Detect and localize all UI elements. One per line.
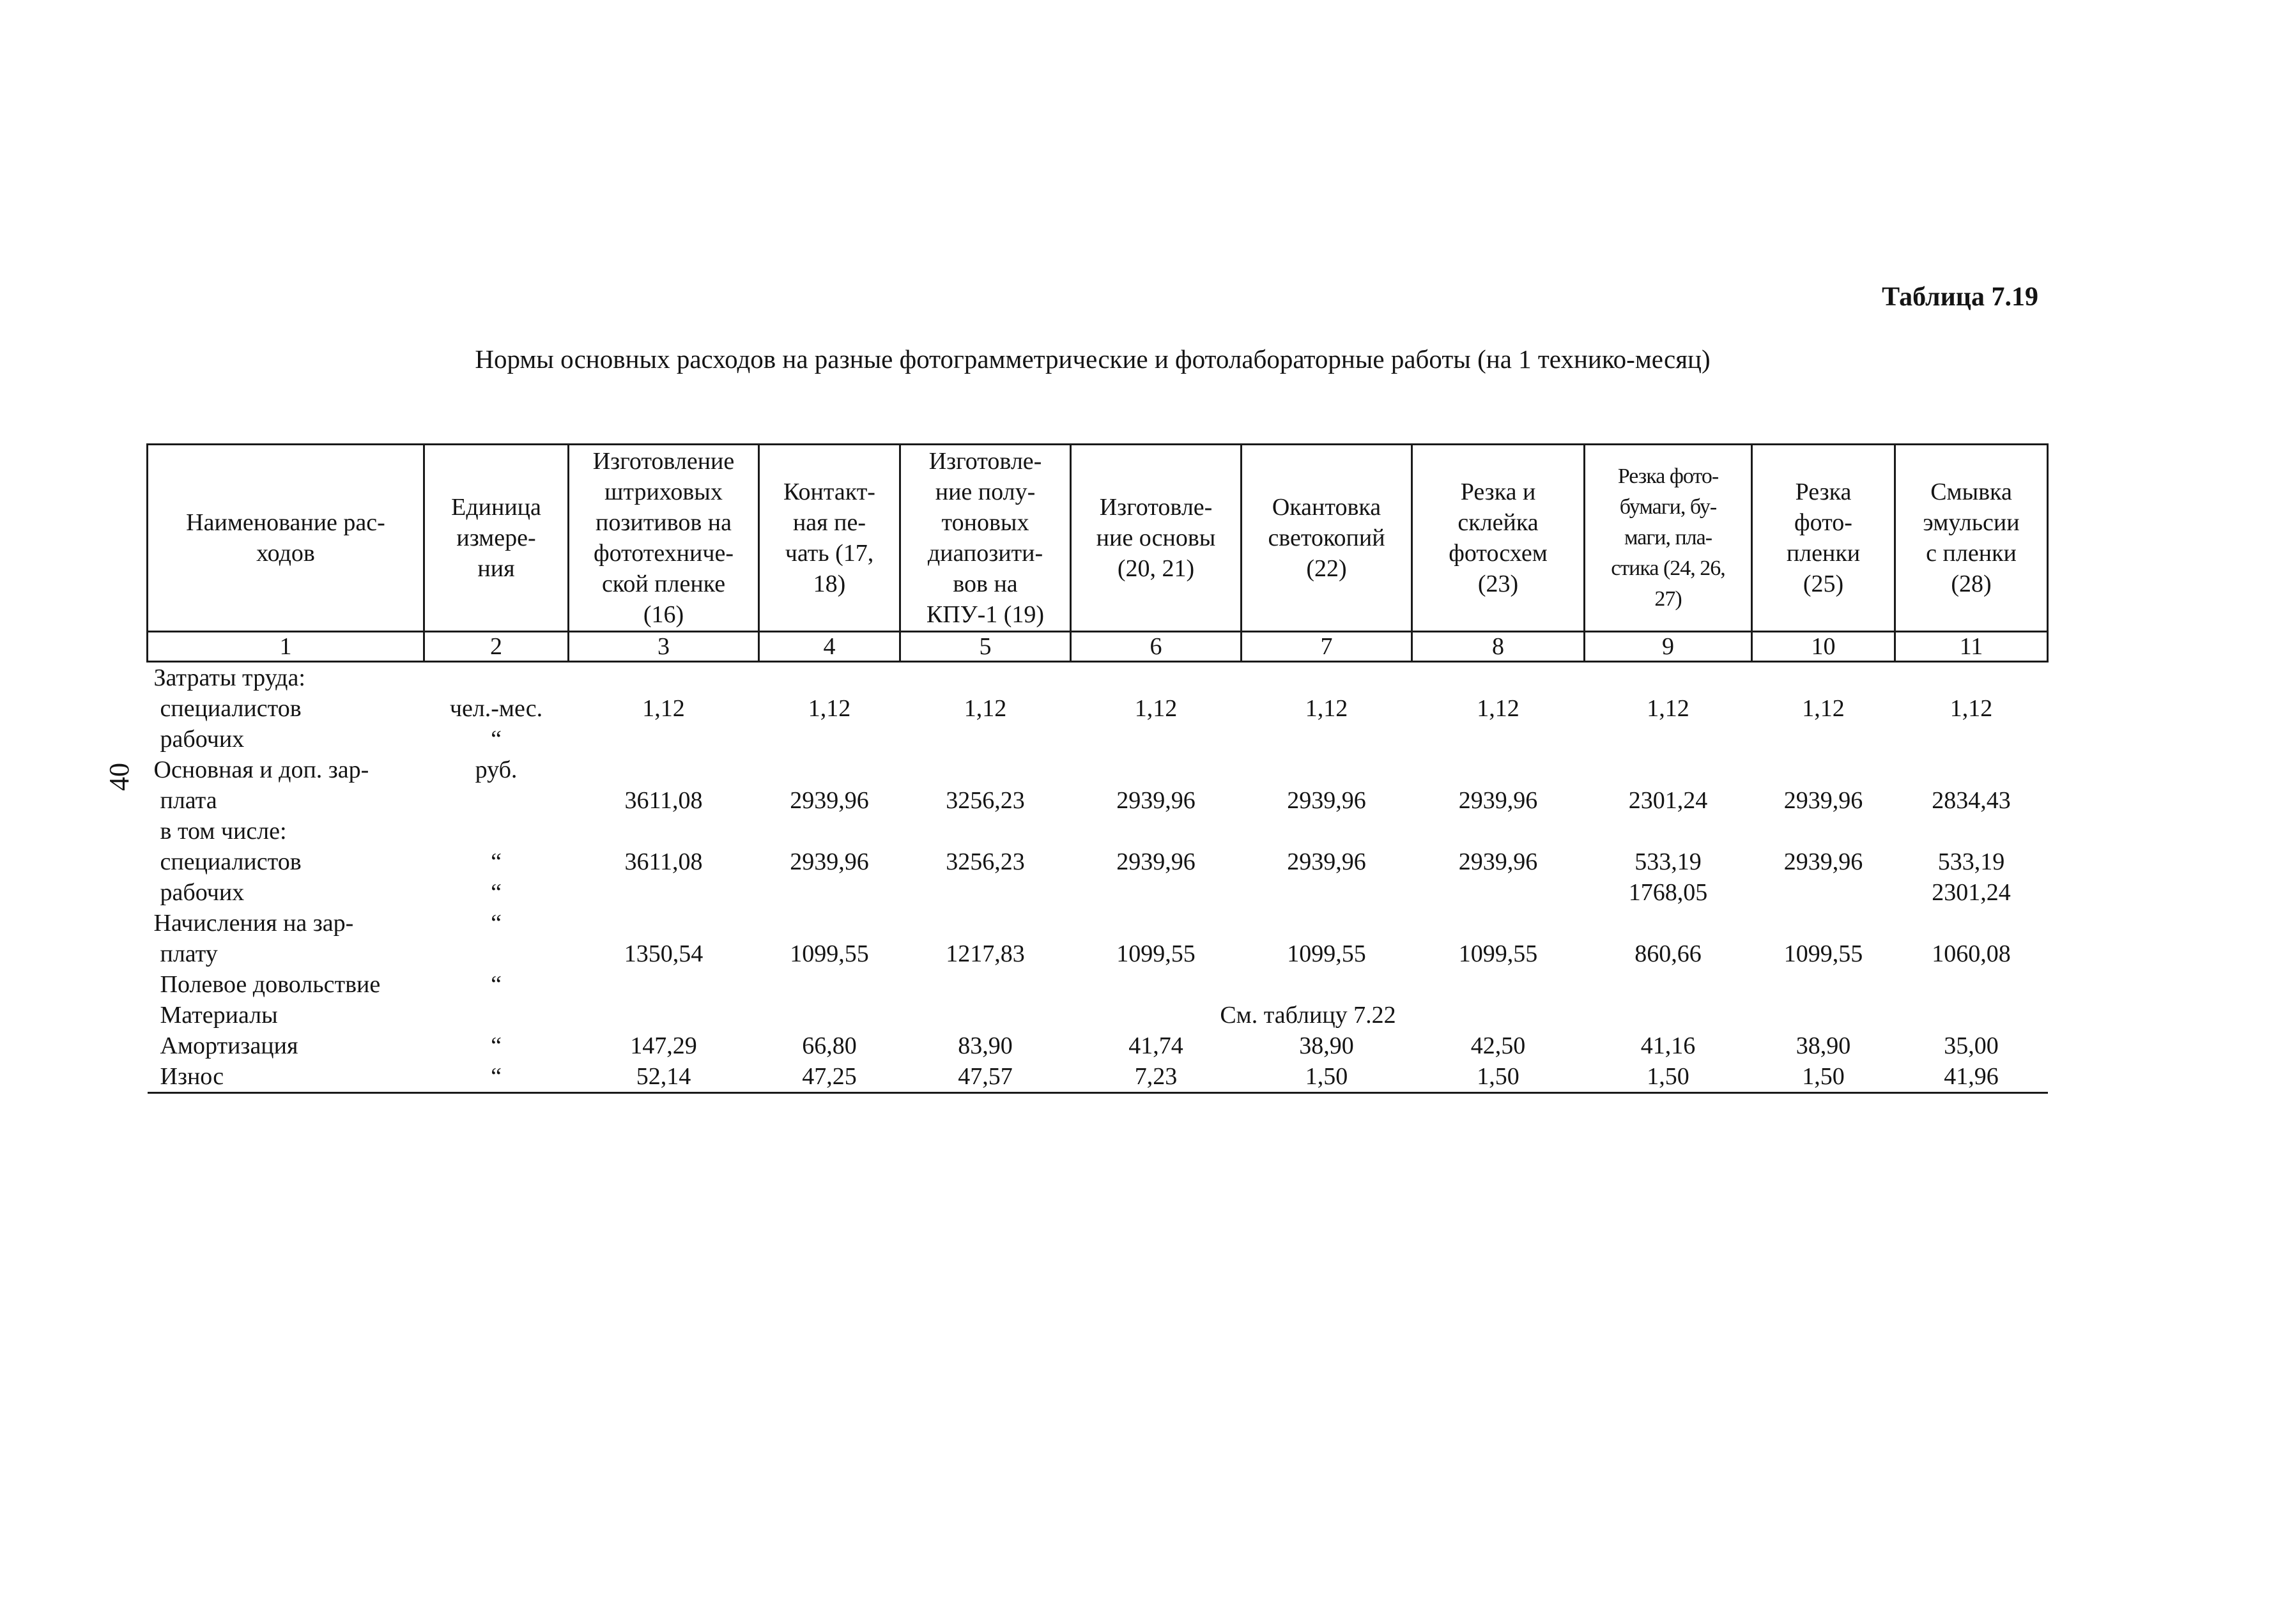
- cell-value: 860,66: [1634, 940, 1702, 967]
- cell-value: 2939,96: [1783, 848, 1863, 875]
- table-row: [148, 816, 2048, 846]
- row-label: в том числе:: [160, 818, 287, 845]
- row-unit: “: [424, 1061, 569, 1093]
- header-line: Изготовле-: [928, 448, 1042, 475]
- cell-value: 2301,24: [1628, 787, 1708, 814]
- header-line: эмульсии: [1923, 509, 2020, 536]
- table-row: [148, 724, 2048, 755]
- cell-value: [1895, 662, 2048, 694]
- cell-value: [1242, 969, 1412, 1000]
- column-number: 4: [759, 632, 900, 662]
- header-line: Контакт-: [783, 479, 875, 505]
- cell-value: [1242, 816, 1412, 846]
- row-label: Амортизация: [160, 1032, 298, 1059]
- cell-value: 1,12: [642, 695, 685, 722]
- cell-value: [1412, 877, 1585, 908]
- table-row: [148, 1061, 2048, 1093]
- cell-value: 1099,55: [1458, 940, 1538, 967]
- table-row: [148, 877, 2048, 908]
- row-unit: “: [491, 879, 502, 906]
- header-line: Изготовле-: [1099, 494, 1213, 521]
- header-line: Резка фото-: [1617, 464, 1719, 488]
- cell-value: [759, 662, 900, 694]
- cell-value: 3256,23: [946, 787, 1025, 814]
- cell-value: 35,00: [1944, 1032, 1999, 1059]
- header-line: (22): [1306, 555, 1347, 582]
- cell-value: 2939,96: [1458, 848, 1538, 875]
- row-label: Затраты труда:: [153, 664, 305, 691]
- cell-value: [1752, 755, 1895, 785]
- cell-value: [1071, 816, 1242, 846]
- row-label: рабочих: [160, 879, 245, 906]
- header-line: фото-: [1794, 509, 1852, 536]
- cell-value: [1585, 908, 1752, 938]
- cell-value: [1412, 755, 1585, 785]
- header-line: светокопий: [1268, 525, 1385, 551]
- row-label: плата: [160, 787, 217, 814]
- row-label: специалистов: [160, 695, 302, 722]
- cell-value: [1895, 724, 2048, 755]
- cell-value: 7,23: [1071, 1061, 1242, 1093]
- cell-value: 2834,43: [1932, 787, 2011, 814]
- header-line: измере-: [456, 525, 536, 551]
- header-line: чать (17,: [785, 540, 874, 567]
- cell-value: [759, 755, 900, 785]
- table-row: [148, 846, 2048, 877]
- cell-value: 533,19: [1634, 848, 1702, 875]
- cell-value: 1099,55: [1116, 940, 1196, 967]
- cell-value: 2939,96: [1116, 787, 1196, 814]
- cell-value: [1242, 724, 1412, 755]
- column-number: 1: [148, 632, 424, 662]
- cell-value: 2939,96: [1287, 848, 1366, 875]
- cell-value: 83,90: [958, 1032, 1013, 1059]
- cell-value: [1895, 755, 2048, 785]
- cell-value: 2939,96: [790, 787, 869, 814]
- cell-value: 147,29: [630, 1032, 697, 1059]
- col-header-photoscheme-cutting: [1412, 445, 1585, 632]
- row-label: Начисления на зар-: [153, 910, 354, 937]
- row-label: Основная и доп. зар-: [153, 756, 369, 783]
- header-line: Окантовка: [1272, 494, 1381, 521]
- col-header-contact-print: [759, 445, 900, 632]
- cell-value: [759, 908, 900, 938]
- header-line: фотосхем: [1449, 540, 1548, 567]
- cell-value: [1585, 662, 1752, 694]
- col-header-name: [148, 445, 424, 632]
- cell-value: 47,57: [900, 1061, 1071, 1093]
- header-line: Смывка: [1930, 479, 2012, 505]
- cell-value: 1,12: [1950, 695, 1993, 722]
- col-header-film-cutting: [1752, 445, 1895, 632]
- col-header-base-making: [1071, 445, 1242, 632]
- column-number: 8: [1412, 632, 1585, 662]
- cell-value: [759, 969, 900, 1000]
- cell-value: [759, 816, 900, 846]
- cell-value: [1242, 908, 1412, 938]
- cell-value: [1412, 816, 1585, 846]
- cell-value: 1,50: [1412, 1061, 1585, 1093]
- col-header-unit: [424, 445, 569, 632]
- table-row: [148, 908, 2048, 938]
- table-label: Таблица 7.19: [1882, 282, 2038, 312]
- cell-value: [1752, 662, 1895, 694]
- cell-value: [1071, 662, 1242, 694]
- header-line: тоновых: [941, 509, 1029, 536]
- cell-value: [1585, 755, 1752, 785]
- row-unit: “: [491, 848, 502, 875]
- header-line: (23): [1477, 571, 1519, 597]
- cell-value: [900, 662, 1071, 694]
- cell-value: [569, 969, 759, 1000]
- cell-value: [1242, 662, 1412, 694]
- cell-value: 1768,05: [1628, 879, 1708, 906]
- table-row: [148, 693, 2048, 724]
- cell-value: 1350,54: [624, 940, 704, 967]
- cell-value: 1099,55: [1783, 940, 1863, 967]
- column-number: 2: [424, 632, 569, 662]
- header-line: позитивов на: [596, 509, 732, 536]
- row-label: Полевое довольствие: [160, 971, 381, 998]
- row-unit: [424, 1000, 569, 1030]
- cell-value: [900, 724, 1071, 755]
- column-number: 7: [1242, 632, 1412, 662]
- row-label: Износ: [148, 1061, 424, 1093]
- header-line: (20, 21): [1117, 555, 1195, 582]
- table-caption: Нормы основных расходов на разные фотограмметрические и фотолабораторные работы (на 1 технико-месяц): [475, 344, 1711, 374]
- cell-value: [1412, 724, 1585, 755]
- cell-value: 52,14: [569, 1061, 759, 1093]
- header-line: (25): [1803, 571, 1844, 597]
- cell-value: 2939,96: [790, 848, 869, 875]
- cell-value: 1,50: [1585, 1061, 1752, 1093]
- cell-value: 1217,83: [946, 940, 1025, 967]
- norms-table-body: [148, 662, 2048, 1093]
- row-label: рабочих: [160, 726, 245, 753]
- row-span-note: См. таблицу 7.22: [1220, 1002, 1396, 1029]
- column-number: 6: [1071, 632, 1242, 662]
- cell-value: 41,96: [1895, 1061, 2048, 1093]
- cell-value: 66,80: [802, 1032, 857, 1059]
- cell-value: 1,12: [1477, 695, 1519, 722]
- header-line: пленки: [1786, 540, 1861, 567]
- header-line: Изготовление: [592, 448, 735, 475]
- table-row: [148, 938, 2048, 969]
- table-row: [148, 755, 2048, 785]
- row-unit: [424, 816, 569, 846]
- row-unit: чел.-мес.: [449, 695, 543, 722]
- column-number: 9: [1585, 632, 1752, 662]
- cell-value: [1752, 969, 1895, 1000]
- header-line: фототехниче-: [593, 540, 734, 567]
- cell-value: 3611,08: [624, 787, 703, 814]
- cell-value: [1752, 724, 1895, 755]
- cell-value: [1585, 816, 1752, 846]
- header-line: Резка: [1795, 479, 1852, 505]
- cell-value: 1099,55: [1287, 940, 1366, 967]
- row-unit: “: [491, 910, 502, 937]
- cell-value: 1,12: [1647, 695, 1689, 722]
- header-line: (16): [643, 601, 684, 628]
- cell-value: [900, 755, 1071, 785]
- header-line: Наименование рас-: [186, 509, 385, 536]
- header-line: бумаги, бу-: [1619, 495, 1717, 519]
- cell-value: [569, 755, 759, 785]
- cell-value: 41,16: [1640, 1032, 1696, 1059]
- row-unit: руб.: [475, 756, 518, 783]
- header-line: ние полу-: [935, 479, 1036, 505]
- column-number: 10: [1752, 632, 1895, 662]
- cell-value: [1071, 755, 1242, 785]
- col-header-paper-cutting: [1585, 445, 1752, 632]
- cell-value: 1060,08: [1932, 940, 2011, 967]
- header-row: [148, 445, 2048, 632]
- cell-value: [1585, 724, 1752, 755]
- header-line: Резка и: [1460, 479, 1536, 505]
- table-row: [148, 1000, 2048, 1030]
- cell-value: [1071, 969, 1242, 1000]
- cell-value: [569, 877, 759, 908]
- header-line: ходов: [256, 540, 315, 567]
- row-label: Материалы: [160, 1002, 278, 1029]
- row-unit: [424, 785, 569, 816]
- cell-value: [1412, 662, 1585, 694]
- cell-value: [1412, 969, 1585, 1000]
- header-line: 18): [813, 571, 846, 597]
- column-number-row: [148, 632, 2048, 662]
- cell-value: [569, 816, 759, 846]
- col-header-halftone-slides: [900, 445, 1071, 632]
- cell-value: 1,12: [1305, 695, 1348, 722]
- cell-value: 3611,08: [624, 848, 703, 875]
- header-line: КПУ-1 (19): [926, 601, 1045, 628]
- row-label: специалистов: [160, 848, 302, 875]
- row-unit: “: [491, 726, 502, 753]
- row-unit: [424, 662, 569, 694]
- cell-value: 1,12: [808, 695, 851, 722]
- header-line: 27): [1654, 587, 1682, 611]
- header-line: ние основы: [1096, 525, 1216, 551]
- cell-value: [1752, 908, 1895, 938]
- header-line: (28): [1951, 571, 1992, 597]
- cell-value: 2939,96: [1116, 848, 1196, 875]
- header-line: ской пленке: [601, 571, 726, 597]
- column-number: 11: [1895, 632, 2048, 662]
- cell-value: 2939,96: [1458, 787, 1538, 814]
- cell-value: [759, 724, 900, 755]
- header-line: диапозити-: [927, 540, 1043, 567]
- cell-value: 41,74: [1128, 1032, 1183, 1059]
- row-unit: “: [491, 1032, 502, 1059]
- cell-value: [569, 662, 759, 694]
- row-label: плату: [160, 940, 218, 967]
- cell-value: 1,12: [964, 695, 1007, 722]
- header-line: маги, пла-: [1624, 526, 1712, 549]
- cell-value: 38,90: [1796, 1032, 1851, 1059]
- cell-value: 47,25: [759, 1061, 900, 1093]
- cell-value: [1242, 877, 1412, 908]
- row-unit: “: [491, 971, 502, 998]
- cell-value: 2939,96: [1287, 787, 1366, 814]
- cell-value: [569, 724, 759, 755]
- cell-value: 1099,55: [790, 940, 869, 967]
- header-line: с пленки: [1926, 540, 2017, 567]
- cell-value: 38,90: [1299, 1032, 1354, 1059]
- cell-value: [1071, 724, 1242, 755]
- cell-value: [1895, 908, 2048, 938]
- cell-value: [1752, 816, 1895, 846]
- col-header-edging: [1242, 445, 1412, 632]
- cell-value: [1412, 908, 1585, 938]
- cell-value: [1585, 969, 1752, 1000]
- cell-value: [900, 816, 1071, 846]
- cell-value: [1242, 755, 1412, 785]
- cell-value: 1,50: [1242, 1061, 1412, 1093]
- cell-value: 1,12: [1802, 695, 1845, 722]
- header-line: склейка: [1458, 509, 1539, 536]
- col-header-line-positives: [569, 445, 759, 632]
- cell-value: 533,19: [1937, 848, 2005, 875]
- cell-value: [569, 908, 759, 938]
- cell-value: [1071, 877, 1242, 908]
- cell-value: [900, 969, 1071, 1000]
- table-row: [148, 662, 2048, 694]
- cell-value: 42,50: [1470, 1032, 1526, 1059]
- header-line: ная пе-: [792, 509, 866, 536]
- cell-value: [1752, 877, 1895, 908]
- table-row: [148, 785, 2048, 816]
- col-header-emulsion-washing: [1895, 445, 2048, 632]
- cell-value: [1895, 816, 2048, 846]
- table-row: [148, 969, 2048, 1000]
- header-line: вов на: [953, 571, 1018, 597]
- norms-table: [146, 443, 2049, 1094]
- cell-value: [759, 877, 900, 908]
- header-line: ния: [477, 555, 515, 582]
- cell-value: [900, 908, 1071, 938]
- cell-value: 1,12: [1134, 695, 1178, 722]
- cell-value: 2301,24: [1932, 879, 2011, 906]
- column-number: 5: [900, 632, 1071, 662]
- cell-value: [1895, 969, 2048, 1000]
- cell-value: [900, 877, 1071, 908]
- cell-value: [1071, 908, 1242, 938]
- cell-value: 3256,23: [946, 848, 1025, 875]
- header-line: Единица: [451, 494, 541, 521]
- column-number: 3: [569, 632, 759, 662]
- header-line: стика (24, 26,: [1611, 556, 1725, 580]
- row-unit: [424, 938, 569, 969]
- page-number: 40: [104, 763, 135, 791]
- cell-value: 1,50: [1752, 1061, 1895, 1093]
- cell-value: 2939,96: [1783, 787, 1863, 814]
- table-row: [148, 1030, 2048, 1061]
- header-line: штриховых: [604, 479, 723, 505]
